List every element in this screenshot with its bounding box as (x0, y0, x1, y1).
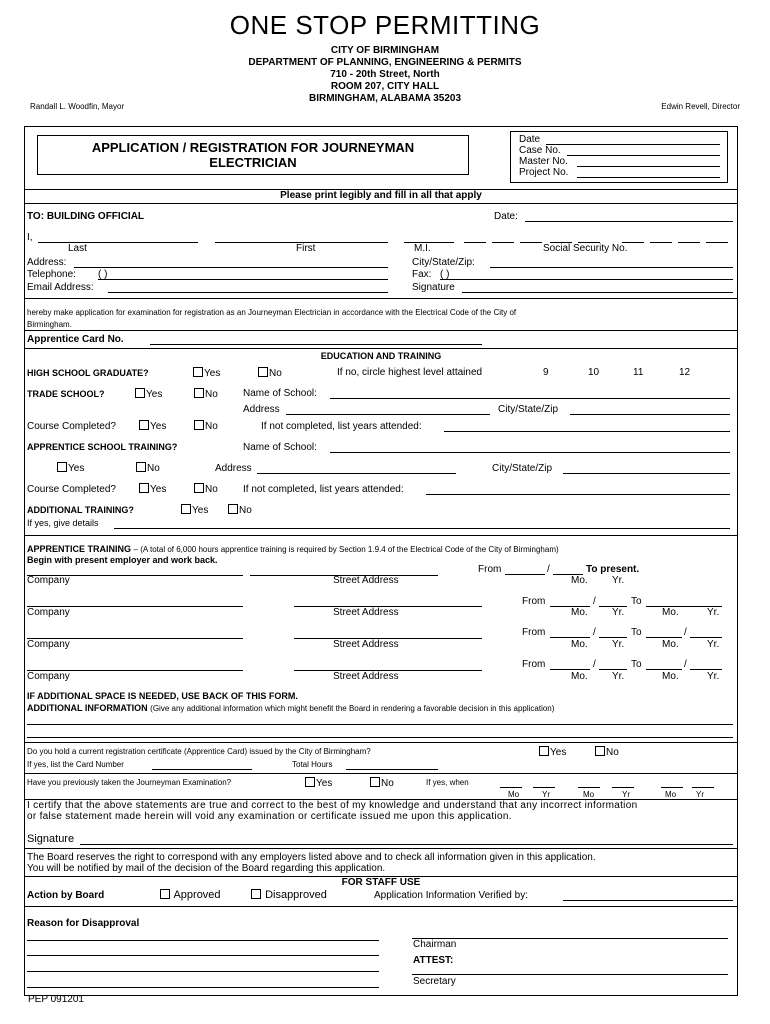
from-yr-field-4[interactable] (599, 669, 627, 670)
slash: / (547, 564, 550, 575)
ssn-field-2[interactable] (492, 242, 514, 243)
hs-label: HIGH SCHOOL GRADUATE? (27, 368, 149, 378)
form-title: APPLICATION / REGISTRATION FOR JOURNEYMAN (91, 140, 415, 155)
date-field[interactable] (525, 221, 733, 222)
city-label: City/State/Zip: (412, 257, 475, 268)
exam-yr-1[interactable] (533, 787, 555, 788)
reason-line-4[interactable] (27, 987, 379, 988)
chairman-label: Chairman (413, 939, 457, 950)
email-field[interactable] (108, 292, 388, 293)
checkbox[interactable] (228, 504, 238, 514)
slash: / (593, 627, 596, 638)
fax-field[interactable] (440, 279, 733, 280)
org-line: DEPARTMENT OF PLANNING, ENGINEERING & PERMITS (248, 57, 522, 68)
signature-field[interactable] (462, 292, 733, 293)
street-label: Street Address (333, 607, 399, 618)
yr-label: Yr. (612, 671, 625, 682)
ssn-field-7[interactable] (650, 242, 672, 243)
yr-label: Yr. (612, 607, 625, 618)
telephone-field[interactable] (98, 279, 388, 280)
app-school-name-field[interactable] (330, 452, 730, 453)
reason-line-1[interactable] (27, 940, 379, 941)
mo-label: Mo (583, 790, 595, 799)
hold-cert-no[interactable] (595, 746, 619, 758)
date-label: Date: (494, 211, 518, 222)
statement: hereby make application for examination for registration as an Journeyman Electrician in accordance with the Electrical Code of the City of (27, 308, 517, 317)
to-building-official: TO: BUILDING OFFICIAL (27, 211, 145, 222)
checkbox[interactable] (139, 420, 149, 430)
from-label: From (478, 564, 502, 575)
to-yr-field-3[interactable] (690, 637, 722, 638)
director-name: Edwin Revell, Director (661, 102, 740, 111)
page-title: ONE STOP PERMITTING (229, 10, 541, 40)
no-label: No (205, 389, 218, 400)
checkbox[interactable] (181, 504, 191, 514)
to-mo-field-4[interactable] (646, 669, 682, 670)
trade-address-label: Address (243, 404, 280, 415)
level-10[interactable]: 10 (588, 367, 600, 378)
project-no-label: Project No. (519, 167, 569, 178)
mo-label: Mo (508, 790, 520, 799)
attest-label: ATTEST: (413, 955, 454, 966)
trade-no[interactable] (194, 388, 218, 400)
app-years-field[interactable] (426, 494, 730, 495)
mo-label: Mo. (662, 607, 679, 618)
address-field[interactable] (74, 267, 388, 268)
from-label: From (522, 596, 546, 607)
hold-cert-question: Do you hold a current registration certificate (Apprentice Card) issued by the City of Birmingham? (27, 747, 371, 756)
hs-yes[interactable] (193, 367, 220, 379)
form-title: ELECTRICIAN (209, 155, 297, 170)
street-label: Street Address (333, 671, 399, 682)
additional-training-label: ADDITIONAL TRAINING? (27, 505, 134, 515)
from-label: From (522, 627, 546, 638)
from-label: From (522, 659, 546, 670)
secretary-label: Secretary (413, 976, 456, 987)
to-label: To (631, 596, 642, 607)
yr-label: Yr. (707, 671, 720, 682)
ssn-field-1[interactable] (464, 242, 486, 243)
verified-by-field[interactable] (563, 900, 733, 901)
board-note: The Board reserves the right to correspond with any employers listed above and to check all information given in this application. (27, 852, 596, 863)
app-course-label: Course Completed? (27, 484, 116, 495)
fax-paren: ( ) (440, 269, 450, 280)
from-mo-field-4[interactable] (550, 669, 590, 670)
slash: / (684, 627, 687, 638)
prev-exam-yes[interactable] (305, 777, 332, 789)
yes-label: Yes (192, 505, 209, 516)
extra-space-note: IF ADDITIONAL SPACE IS NEEDED, USE BACK OF THIS FORM. (27, 691, 298, 701)
additional-info-line-1[interactable] (27, 724, 733, 725)
last-name-field[interactable] (38, 242, 198, 243)
yr-label: Yr. (707, 639, 720, 650)
company-label: Company (27, 607, 70, 618)
app-school-no[interactable] (136, 462, 160, 474)
trade-not-completed-label: If not completed, list years attended: (261, 421, 422, 432)
verified-by-label: Application Information Verified by: (374, 890, 528, 901)
card-number-field[interactable] (152, 769, 252, 770)
approved-option[interactable] (160, 889, 221, 901)
from-mo-field-3[interactable] (550, 637, 590, 638)
prev-exam-no[interactable] (370, 777, 394, 789)
last-label: Last (68, 243, 87, 254)
no-label: No (269, 368, 282, 379)
no-label: No (205, 484, 218, 495)
slash: / (593, 659, 596, 670)
yr-label: Yr. (707, 607, 720, 618)
exam-mo-2[interactable] (578, 787, 600, 788)
from-yr-field-3[interactable] (599, 637, 627, 638)
checkbox[interactable] (305, 777, 315, 787)
checkbox[interactable] (57, 462, 67, 472)
checkbox[interactable] (194, 483, 204, 493)
exam-mo-1[interactable] (500, 787, 522, 788)
apprentice-card-field[interactable] (150, 344, 482, 345)
trade-school-label: TRADE SCHOOL? (27, 389, 105, 399)
case-no-field[interactable] (567, 155, 720, 156)
additional-info-note: (Give any additional information which might benefit the Board in rendering a favorable decision in this application) (150, 704, 555, 713)
level-11[interactable]: 11 (633, 367, 644, 378)
master-no-field[interactable] (577, 166, 720, 167)
mi-label: M.I. (414, 243, 431, 254)
yes-label: Yes (204, 368, 221, 379)
hs-no[interactable] (258, 367, 282, 379)
mo-label: Mo (665, 790, 677, 799)
case-no-label: Case No. (519, 145, 561, 156)
extra-space-text: IF ADDITIONAL SPACE IS NEEDED, USE BACK OF THIS FORM (27, 691, 296, 701)
give-details-label: If yes, give details (27, 518, 99, 528)
mo-label: Mo. (662, 671, 679, 682)
checkbox[interactable] (370, 777, 380, 787)
reason-label: Reason for Disapproval (27, 918, 140, 929)
checkbox[interactable] (251, 889, 261, 899)
staff-use-heading: FOR STAFF USE (341, 877, 421, 888)
prev-exam-question: Have you previously taken the Journeyman Examination? (27, 778, 232, 787)
trade-address-field[interactable] (286, 414, 490, 415)
i-label: I, (27, 232, 33, 243)
exam-yr-2[interactable] (612, 787, 634, 788)
education-heading: EDUCATION AND TRAINING (320, 351, 442, 361)
from-mo-field-1[interactable] (505, 574, 545, 575)
level-9[interactable]: 9 (543, 367, 549, 378)
company-label: Company (27, 671, 70, 682)
final-signature-field[interactable] (80, 844, 733, 845)
yr-label: Yr. (612, 639, 625, 650)
addl-details-field[interactable] (114, 528, 730, 529)
org-line: BIRMINGHAM, ALABAMA 35203 (308, 93, 462, 104)
ssn-field-8[interactable] (678, 242, 700, 243)
office-date-field[interactable] (546, 144, 720, 145)
apprentice-school-label: APPRENTICE SCHOOL TRAINING? (27, 442, 178, 452)
trade-yes[interactable] (135, 388, 162, 400)
address-label: Address: (27, 257, 67, 268)
addl-no[interactable] (228, 504, 252, 516)
checkbox[interactable] (595, 746, 605, 756)
trade-course-no[interactable] (194, 420, 218, 432)
org-line: 710 - 20th Street, North (330, 69, 440, 80)
app-school-name-label: Name of School: (243, 442, 317, 453)
certify-line: I certify that the above statements are true and correct to the best of my knowledge and understand that any incorrect information (27, 800, 638, 811)
slash: / (684, 659, 687, 670)
disapproved-label: Disapproved (265, 889, 327, 901)
yr-label: Yr (696, 790, 704, 799)
statement: Birmingham. (27, 320, 72, 329)
street-label: Street Address (333, 575, 399, 586)
checkbox[interactable] (135, 388, 145, 398)
total-hours-label: Total Hours (292, 760, 333, 769)
no-label: No (147, 463, 160, 474)
yr-label: Yr. (612, 575, 625, 586)
ssn-field-3[interactable] (520, 242, 542, 243)
card-number-label: If yes, list the Card Number (27, 760, 124, 769)
action-by-board-label: Action by Board (27, 890, 105, 901)
checkbox[interactable] (539, 746, 549, 756)
first-label: First (296, 243, 316, 254)
form-title-box (37, 135, 469, 175)
telephone-label: Telephone: (27, 269, 76, 280)
master-no-label: Master No. (519, 156, 568, 167)
mo-label: Mo. (571, 671, 588, 682)
trade-years-field[interactable] (444, 431, 730, 432)
hold-cert-yes[interactable] (539, 746, 566, 758)
ssn-field-9[interactable] (706, 242, 728, 243)
checkbox[interactable] (194, 420, 204, 430)
street-label: Street Address (333, 639, 399, 650)
yes-label: Yes (316, 778, 333, 789)
board-note: You will be notified by mail of the decision of the Board regarding this application. (27, 863, 386, 874)
apprentice-card-label: Apprentice Card No. (27, 334, 124, 345)
reason-line-3[interactable] (27, 971, 379, 972)
chairman-signature-field[interactable] (412, 938, 728, 939)
mo-label: Mo. (571, 639, 588, 650)
app-not-completed-label: If not completed, list years attended: (243, 484, 404, 495)
yes-label: Yes (150, 421, 167, 432)
app-address-label: Address (215, 463, 252, 474)
fax-label: Fax: (412, 269, 432, 280)
trade-school-name-field[interactable] (330, 398, 730, 399)
mayor-name: Randall L. Woodfin, Mayor (30, 102, 125, 111)
training-note: – (A total of 6,000 hours apprentice training is required by Section 1.9.4 of the Electrical Code of the City of Birmingham) (133, 545, 559, 554)
if-no-label: If no, circle highest level attained (337, 367, 483, 378)
telephone-paren: ( ) (98, 269, 108, 280)
company-label: Company (27, 639, 70, 650)
approved-label: Approved (173, 889, 221, 901)
city-field[interactable] (490, 267, 733, 268)
trade-course-yes[interactable] (139, 420, 166, 432)
app-address-field[interactable] (257, 473, 456, 474)
org-line: ROOM 207, CITY HALL (330, 81, 440, 92)
no-label: No (205, 421, 218, 432)
trade-city-field[interactable] (570, 414, 730, 415)
app-course-yes[interactable] (139, 483, 166, 495)
checkbox[interactable] (139, 483, 149, 493)
trade-city-label: City/State/Zip (498, 404, 559, 415)
company-label: Company (27, 575, 70, 586)
signature-label: Signature (412, 282, 455, 293)
total-hours-field[interactable] (346, 769, 438, 770)
org-line: CITY OF BIRMINGHAM (330, 45, 440, 56)
checkbox[interactable] (258, 367, 268, 377)
checkbox[interactable] (160, 889, 170, 899)
to-label: To (631, 627, 642, 638)
to-label: To (631, 659, 642, 670)
training-begin: Begin with present employer and work back. (27, 555, 218, 565)
secretary-signature-field[interactable] (412, 974, 728, 975)
to-yr-field-4[interactable] (690, 669, 722, 670)
org-address (0, 45, 770, 105)
app-course-no[interactable] (194, 483, 218, 495)
additional-info-heading: ADDITIONAL INFORMATION (27, 703, 148, 713)
project-no-field[interactable] (577, 177, 720, 178)
disapproved-option[interactable] (251, 889, 327, 901)
app-city-label: City/State/Zip (492, 463, 553, 474)
email-label: Email Address: (27, 282, 94, 293)
checkbox[interactable] (136, 462, 146, 472)
trade-school-name-label: Name of School: (243, 388, 317, 399)
no-label: No (381, 778, 394, 789)
trade-course-label: Course Completed? (27, 421, 116, 432)
training-heading: APPRENTICE TRAINING (27, 544, 132, 554)
form-code: PEP 091201 (28, 994, 84, 1005)
yes-label: Yes (550, 747, 567, 758)
yr-label: Yr (622, 790, 630, 799)
to-present-label: To present. (586, 564, 640, 575)
mo-label: Mo. (571, 575, 588, 586)
app-city-field[interactable] (563, 473, 730, 474)
certify-line: or false statement made herein will void any examination or certificate issued me upon this application. (27, 811, 512, 822)
addl-yes[interactable] (181, 504, 208, 516)
reason-line-2[interactable] (27, 955, 379, 956)
yes-label: Yes (68, 463, 85, 474)
checkbox[interactable] (194, 388, 204, 398)
no-label: No (606, 747, 619, 758)
yes-label: Yes (150, 484, 167, 495)
yes-label: Yes (146, 389, 163, 400)
mo-label: Mo. (571, 607, 588, 618)
to-mo-field-3[interactable] (646, 637, 682, 638)
exam-mo-3[interactable] (661, 787, 683, 788)
additional-info-line-2[interactable] (27, 737, 733, 738)
slash: / (593, 596, 596, 607)
if-yes-when-label: If yes, when (426, 778, 469, 787)
instructions: Please print legibly and fill in all that apply (280, 190, 482, 201)
checkbox[interactable] (193, 367, 203, 377)
yr-label: Yr (542, 790, 550, 799)
app-school-yes[interactable] (57, 462, 84, 474)
ssn-label: Social Security No. (543, 243, 628, 254)
no-label: No (239, 505, 252, 516)
exam-yr-3[interactable] (692, 787, 714, 788)
final-signature-label: Signature (27, 833, 75, 845)
mo-label: Mo. (662, 639, 679, 650)
level-12[interactable]: 12 (679, 367, 691, 378)
office-date-label: Date (519, 134, 541, 145)
